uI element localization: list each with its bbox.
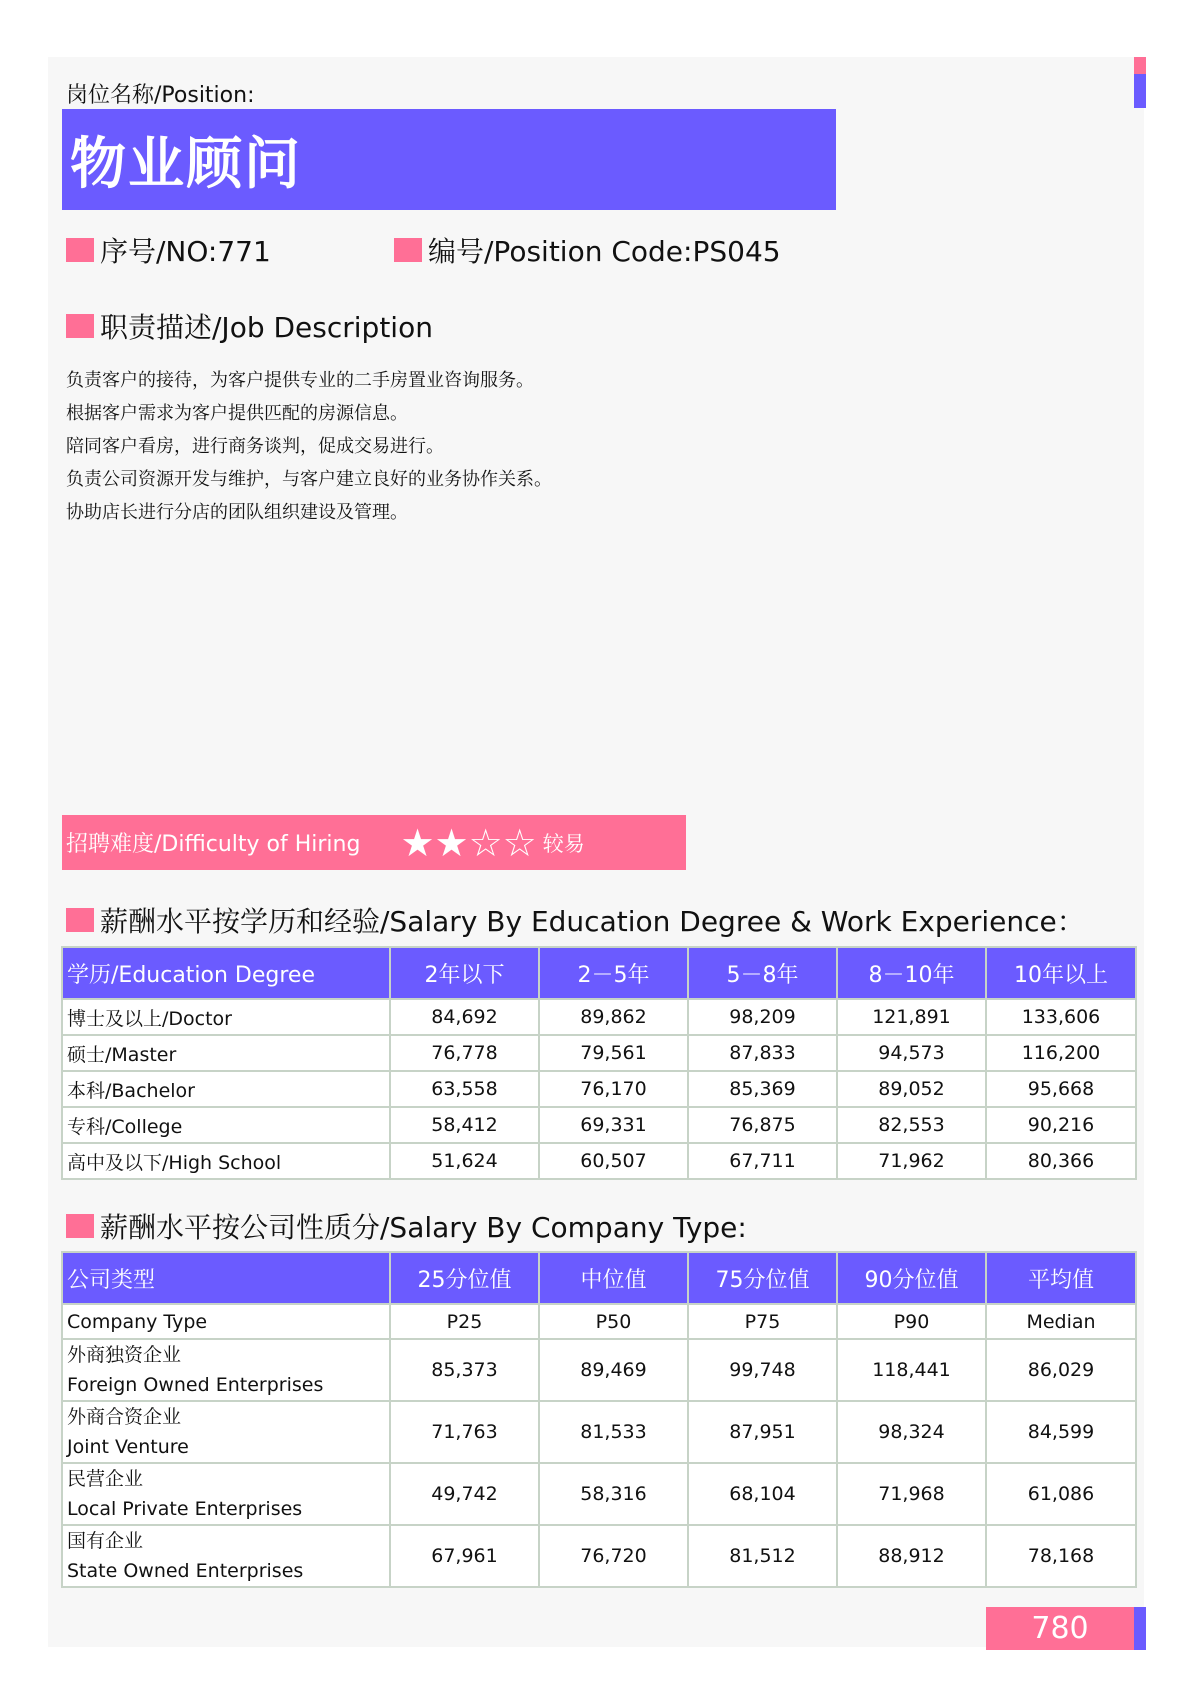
column-header: 75分位值 bbox=[688, 1252, 837, 1304]
table-cell: 88,912 bbox=[837, 1525, 986, 1587]
column-header: 90分位值 bbox=[837, 1252, 986, 1304]
table-cell: 85,369 bbox=[688, 1071, 837, 1107]
table-row bbox=[62, 1525, 1136, 1587]
subheader-cell: Company Type bbox=[62, 1304, 390, 1339]
serial-number: 序号/NO:771 bbox=[100, 235, 271, 268]
row-label: 高中及以下/High School bbox=[62, 1143, 390, 1179]
table-header-row bbox=[62, 1252, 1136, 1304]
table-row bbox=[62, 999, 1136, 1035]
row-label-cn: 外商独资企业 bbox=[67, 1344, 182, 1366]
table-cell: 79,561 bbox=[539, 1035, 688, 1071]
table-header-row bbox=[62, 947, 1136, 999]
position-code-row bbox=[394, 230, 781, 270]
salary-education-table bbox=[61, 946, 1137, 1180]
table-cell: 76,170 bbox=[539, 1071, 688, 1107]
bullet-square-icon bbox=[66, 238, 94, 262]
difficulty-text: 较易 bbox=[542, 831, 585, 856]
table-subheader-row bbox=[62, 1304, 1136, 1339]
table-cell: 63,558 bbox=[390, 1071, 539, 1107]
row-label-en: Joint Venture bbox=[67, 1436, 189, 1458]
table-cell: 98,324 bbox=[837, 1401, 986, 1463]
table-cell: 76,875 bbox=[688, 1107, 837, 1143]
bullet-square-icon bbox=[66, 314, 94, 338]
table-cell: 61,086 bbox=[986, 1463, 1136, 1525]
position-label: 岗位名称/Position: bbox=[66, 83, 255, 108]
table-cell: 67,711 bbox=[688, 1143, 837, 1179]
table-cell: 80,366 bbox=[986, 1143, 1136, 1179]
salary-education-heading-row bbox=[66, 900, 1085, 940]
table-cell: 89,052 bbox=[837, 1071, 986, 1107]
table-cell: 90,216 bbox=[986, 1107, 1136, 1143]
column-header: 平均值 bbox=[986, 1252, 1136, 1304]
table-cell: 95,668 bbox=[986, 1071, 1136, 1107]
job-description-list bbox=[66, 364, 552, 529]
column-header: 25分位值 bbox=[390, 1252, 539, 1304]
row-label: 博士及以上/Doctor bbox=[62, 999, 390, 1035]
table-cell: 84,692 bbox=[390, 999, 539, 1035]
table-row bbox=[62, 1463, 1136, 1525]
position-code: 编号/Position Code:PS045 bbox=[428, 235, 781, 268]
subheader-cell: P90 bbox=[837, 1304, 986, 1339]
table-cell: 85,373 bbox=[390, 1339, 539, 1401]
table-row bbox=[62, 1401, 1136, 1463]
bullet-square-icon bbox=[66, 908, 94, 932]
position-title: 物业顾问 bbox=[62, 109, 836, 210]
subheader-cell: P50 bbox=[539, 1304, 688, 1339]
column-header: 5－8年 bbox=[688, 947, 837, 999]
table-cell: 68,104 bbox=[688, 1463, 837, 1525]
page-number: 780 bbox=[986, 1607, 1134, 1650]
table-cell: 133,606 bbox=[986, 999, 1136, 1035]
row-label-en: State Owned Enterprises bbox=[67, 1560, 304, 1582]
table-cell: 51,624 bbox=[390, 1143, 539, 1179]
difficulty-bar bbox=[62, 815, 686, 870]
serial-number-row bbox=[66, 230, 271, 270]
job-description-line: 陪同客户看房，进行商务谈判，促成交易进行。 bbox=[66, 436, 444, 457]
table-cell: 121,891 bbox=[837, 999, 986, 1035]
row-label bbox=[62, 1401, 390, 1463]
column-header: 2年以下 bbox=[390, 947, 539, 999]
salary-education-heading: 薪酬水平按学历和经验/Salary By Education Degree & Work Experience： bbox=[100, 905, 1085, 938]
row-label-cn: 民营企业 bbox=[67, 1468, 144, 1490]
column-header: 10年以上 bbox=[986, 947, 1136, 999]
table-cell: 82,553 bbox=[837, 1107, 986, 1143]
subheader-cell: Median bbox=[986, 1304, 1136, 1339]
bullet-square-icon bbox=[66, 1214, 94, 1238]
table-row bbox=[62, 1071, 1136, 1107]
row-label-en: Local Private Enterprises bbox=[67, 1498, 303, 1520]
table-cell: 87,951 bbox=[688, 1401, 837, 1463]
table-cell: 76,720 bbox=[539, 1525, 688, 1587]
column-header: 学历/Education Degree bbox=[62, 947, 390, 999]
table-cell: 86,029 bbox=[986, 1339, 1136, 1401]
table-cell: 76,778 bbox=[390, 1035, 539, 1071]
row-label-en: Foreign Owned Enterprises bbox=[67, 1374, 324, 1396]
job-description-line: 协助店长进行分店的团队组织建设及管理。 bbox=[66, 502, 408, 523]
row-label: 本科/Bachelor bbox=[62, 1071, 390, 1107]
corner-accent-pink bbox=[1134, 57, 1146, 74]
table-row bbox=[62, 1107, 1136, 1143]
table-cell: 71,968 bbox=[837, 1463, 986, 1525]
table-cell: 118,441 bbox=[837, 1339, 986, 1401]
job-description-line: 负责客户的接待，为客户提供专业的二手房置业咨询服务。 bbox=[66, 370, 534, 391]
table-row bbox=[62, 1143, 1136, 1179]
difficulty-label: 招聘难度/Difficulty of Hiring bbox=[66, 832, 361, 857]
table-row bbox=[62, 1339, 1136, 1401]
salary-company-heading: 薪酬水平按公司性质分/Salary By Company Type: bbox=[100, 1211, 747, 1244]
row-label: 硕士/Master bbox=[62, 1035, 390, 1071]
table-cell: 99,748 bbox=[688, 1339, 837, 1401]
table-cell: 49,742 bbox=[390, 1463, 539, 1525]
table-cell: 94,573 bbox=[837, 1035, 986, 1071]
corner-accent-purple bbox=[1134, 74, 1146, 108]
table-cell: 71,763 bbox=[390, 1401, 539, 1463]
table-cell: 67,961 bbox=[390, 1525, 539, 1587]
table-row bbox=[62, 1035, 1136, 1071]
table-cell: 84,599 bbox=[986, 1401, 1136, 1463]
table-cell: 81,533 bbox=[539, 1401, 688, 1463]
column-header: 公司类型 bbox=[62, 1252, 390, 1304]
row-label-cn: 国有企业 bbox=[67, 1530, 144, 1552]
salary-company-heading-row bbox=[66, 1206, 747, 1246]
table-cell: 89,469 bbox=[539, 1339, 688, 1401]
table-cell: 87,833 bbox=[688, 1035, 837, 1071]
column-header: 中位值 bbox=[539, 1252, 688, 1304]
row-label bbox=[62, 1339, 390, 1401]
table-cell: 98,209 bbox=[688, 999, 837, 1035]
table-cell: 89,862 bbox=[539, 999, 688, 1035]
job-description-line: 根据客户需求为客户提供匹配的房源信息。 bbox=[66, 403, 408, 424]
row-label: 专科/College bbox=[62, 1107, 390, 1143]
table-cell: 78,168 bbox=[986, 1525, 1136, 1587]
row-label-cn: 外商合资企业 bbox=[67, 1406, 182, 1428]
difficulty-stars-icon: ★★☆☆ bbox=[400, 820, 537, 865]
row-label bbox=[62, 1463, 390, 1525]
job-description-heading: 职责描述/Job Description bbox=[100, 311, 433, 344]
table-cell: 81,512 bbox=[688, 1525, 837, 1587]
salary-company-table bbox=[61, 1251, 1137, 1588]
table-cell: 69,331 bbox=[539, 1107, 688, 1143]
subheader-cell: P25 bbox=[390, 1304, 539, 1339]
column-header: 8－10年 bbox=[837, 947, 986, 999]
bullet-square-icon bbox=[394, 238, 422, 262]
subheader-cell: P75 bbox=[688, 1304, 837, 1339]
job-description-line: 负责公司资源开发与维护，与客户建立良好的业务协作关系。 bbox=[66, 469, 552, 490]
table-cell: 60,507 bbox=[539, 1143, 688, 1179]
row-label bbox=[62, 1525, 390, 1587]
table-cell: 71,962 bbox=[837, 1143, 986, 1179]
page-number-accent bbox=[1134, 1607, 1146, 1650]
table-cell: 116,200 bbox=[986, 1035, 1136, 1071]
column-header: 2－5年 bbox=[539, 947, 688, 999]
table-cell: 58,412 bbox=[390, 1107, 539, 1143]
table-cell: 58,316 bbox=[539, 1463, 688, 1525]
job-description-heading-row bbox=[66, 306, 433, 346]
